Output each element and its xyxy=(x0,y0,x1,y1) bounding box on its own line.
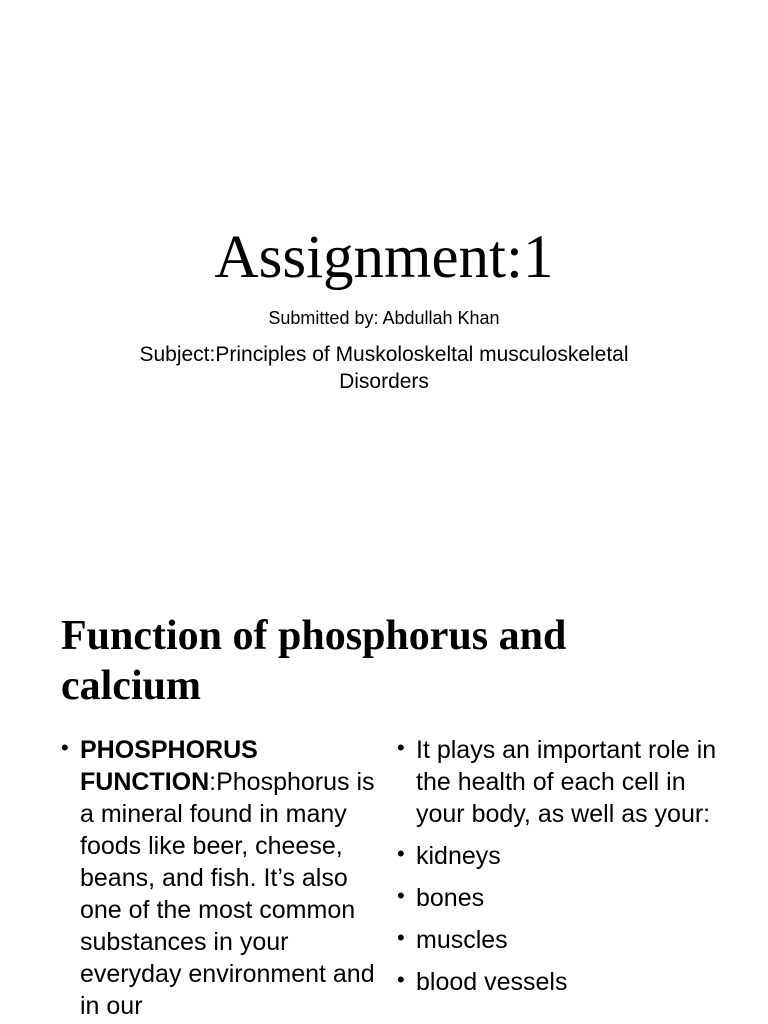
submitted-by-text: Submitted by: Abdullah Khan xyxy=(268,308,500,328)
bullet-item-bones: • bones xyxy=(397,882,717,914)
bullet-item-muscles: • muscles xyxy=(397,924,717,956)
content-slide xyxy=(0,576,768,1024)
slide-title: Assignment:1 xyxy=(214,224,554,291)
slide-heading: Function of phosphorus and calcium xyxy=(61,613,567,709)
bullet-text: :Phosphorus is a mineral found in many foods like beer, cheese, beans, and fish. It’s also one of the most common substances in your everyday environment and in our xyxy=(80,768,375,1020)
bullet-item-kidneys: • kidneys xyxy=(397,840,717,872)
bullet-item-intro: • It plays an important role in the health of each cell in your body, as well as your: xyxy=(397,734,717,830)
bullet-item-phosphorus-function xyxy=(61,734,381,1022)
left-bullet-list xyxy=(61,734,381,1024)
bullet-bold-label: PHOSPHORUS FUNCTION xyxy=(80,736,258,796)
bullet-item-blood-vessels: • blood vessels xyxy=(397,966,717,998)
subject-text: Subject:Principles of Muskoloskeltal musculoskeletal Disorders xyxy=(139,343,629,393)
right-bullet-list xyxy=(397,734,717,1008)
